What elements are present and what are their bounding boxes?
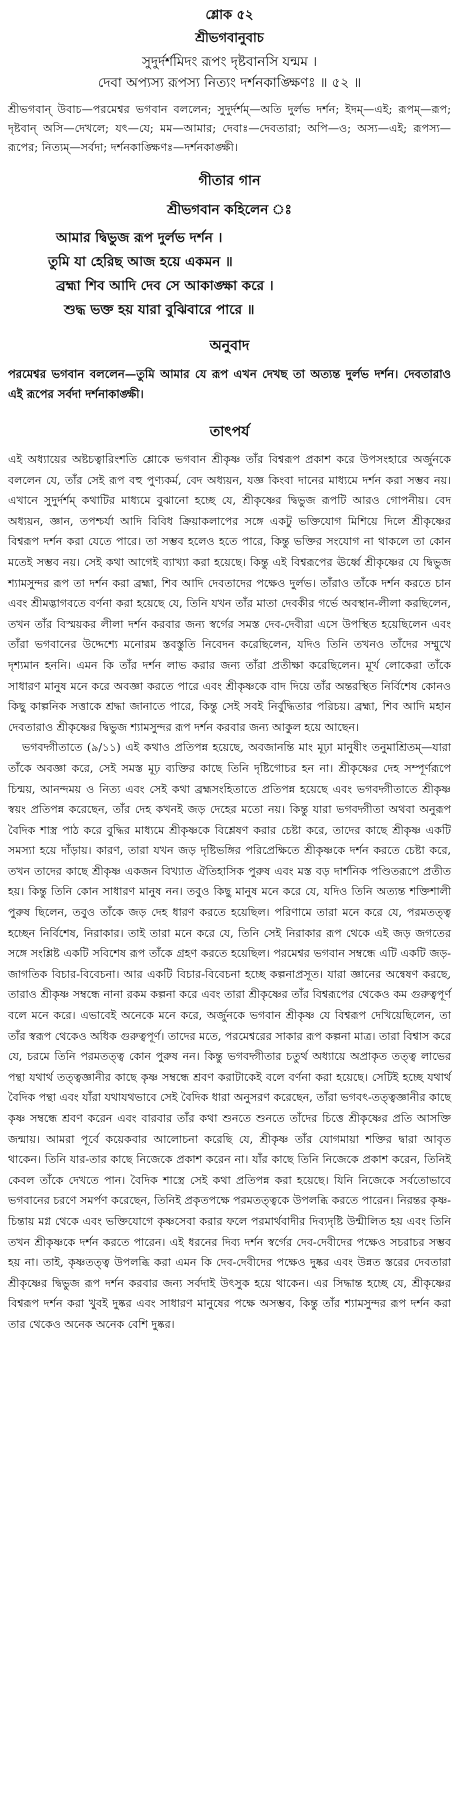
purport-body [8, 450, 451, 1336]
word-synonyms: শ্রীভগবান্ উবাচ—পরমেশ্বর ভগবান বললেন; সুদুর্দর্শম্—অতি দুর্লভ দর্শন; ইদম্—এই; রূপম্—রূপ; দৃষ্টবান্ অসি—দেখলে; যৎ—যে; মম—আমার; দেবাঃ—দেবতারা; অপি—ও; অস্য—এই; রূপস্য—রূপের; নিত্যম্—সর্বদা; দর্শনকাঙ্ক্ষিণঃ—দর্শনকাঙ্ক্ষী। [8, 103, 451, 154]
purport-paragraph: এই অধ্যায়ের অষ্টচত্বারিংশতি শ্লোকে ভগবান শ্রীকৃষ্ণ তাঁর বিশ্বরূপ প্রকাশ করে উপসংহারে অর্জুনকে বললেন যে, তাঁর সেই রূপ বহু পুণ্যকর্ম, বেদ অধ্যয়ন, যজ্ঞ কিংবা দানের মাধ্যমে দর্শন করা সম্ভব নয়। এখানে সুদুর্দর্শম্ কথাটির মাধ্যমে বুঝানো হচ্ছে যে, শ্রীকৃষ্ণের দ্বিভুজ রূপটি আরও গোপনীয়। বেদ অধ্যয়ন, জ্ঞান, তপশ্চর্যা আদি বিবিধ ক্রিয়াকলাপের সঙ্গে একটু ভক্তিযোগ মিশিয়ে দিলে শ্রীকৃষ্ণের বিশ্বরূপ দর্শন করা যেতে পারে। তা সম্ভব হলেও হতে পারে, কিন্তু ভক্তির সংযোগ না থাকলে তা কোন মতেই সম্ভব নয়। সেই কথা আগেই ব্যাখ্যা করা হয়েছে। কিন্তু এই বিশ্বরূপের ঊর্ধ্বে শ্রীকৃষ্ণের যে দ্বিভুজ শ্যামসুন্দর রূপ তা দর্শন করা ব্রহ্মা, শিব আদি দেবতাদের পক্ষেও দুর্লভ। তাঁরাও তাঁকে দর্শন করতে চান এবং শ্রীমদ্ভাগবতে বর্ণনা করা হয়েছে যে, তিনি যখন তাঁর মাতা দেবকীর গর্ভে অবস্থান-লীলা করছিলেন, তখন তাঁর বিস্ময়কর লীলা দর্শন করবার জন্য স্বর্গের সমস্ত দেব-দেবীরা এসে উপস্থিত হয়েছিলেন এবং তাঁরা ভগবানের উদ্দেশ্যে মনোরম স্তবস্তুতি নিবেদন করেছিলেন, যদিও তিনি তখনও তাঁদের সম্মুখে দৃশ্যমান হননি। এমন কি তাঁর দর্শন লাভ করার জন্য তাঁরা প্রতীক্ষা করেছিলেন। মূর্খ লোকেরা তাঁকে সাধারণ মানুষ মনে করে অবজ্ঞা করতে পারে এবং শ্রীকৃষ্ণকে বাদ দিয়ে তাঁর অন্তরস্থিত নির্বিশেষ কোনও কিছু কাল্পনিক সত্তাকে শ্রদ্ধা জানাতে পারে, কিন্তু সেই সবই নির্বুদ্ধিতার পরিচয়। ব্রহ্মা, শিব আদি মহান দেবতারাও শ্রীকৃষ্ণের দ্বিভুজ শ্যামসুন্দর রূপ দর্শন করবার জন্য আকুল হয়ে আছেন। [8, 453, 451, 734]
verse-line: দেবা অপ্যস্য রূপস্য নিত্যং দর্শনকাঙ্ক্ষিণঃ ॥ ৫২ ॥ [97, 75, 362, 91]
verse-speaker: শ্রীভগবানুবাচ [195, 31, 264, 46]
verse-line: সুদুর্দর্শমিদং রূপং দৃষ্টবানসি যন্মম । [141, 54, 318, 70]
purport-heading: তাৎপর্য [209, 424, 250, 440]
shloka-number: শ্লোক ৫২ [205, 8, 254, 23]
song-line: আমার দ্বিভুজ রূপ দুর্লভ দর্শন । [56, 230, 223, 246]
translation-heading: অনুবাদ [209, 338, 250, 354]
song-speaker: শ্রীভগবান কহিলেন ঃ [167, 202, 292, 218]
translation-text: পরমেশ্বর ভগবান বললেন—তুমি আমার যে রূপ এখন দেখছ তা অত্যন্ত দুর্লভ দর্শন। দেবতারাও এই রূপের সর্বদা দর্শনাকাঙ্ক্ষী। [8, 367, 451, 401]
song-verse [8, 226, 451, 322]
song-line: শুদ্ধ ভক্ত হয় যারা বুঝিবারে পারে ॥ [64, 302, 255, 318]
song-line: তুমি যা হেরিছ আজ হয়ে একমন ॥ [48, 254, 233, 270]
song-heading: গীতার গান [198, 173, 261, 189]
sanskrit-verse [8, 52, 451, 94]
song-line: ব্রহ্মা শিব আদি দেব সে আকাঙ্ক্ষা করে । [56, 278, 274, 294]
purport-paragraph: ভগবদ্গীতাতে (৯/১১) এই কথাও প্রতিপন্ন হয়েছে, অবজানন্তি মাং মূঢ়া মানুষীং তনুমাশ্রিতম্—যারা তাঁকে অবজ্ঞা করে, সেই সমস্ত মূঢ় ব্যক্তির কাছে তিনি দৃষ্টিগোচর হন না। শ্রীকৃষ্ণের দেহ সম্পূর্ণরূপে চিন্ময়, আনন্দময় ও নিত্য এবং সেই কথা ব্রহ্মসংহিতাতে প্রতিপন্ন হয়েছে এবং ভগবদ্গীতাতে শ্রীকৃষ্ণ স্বয়ং প্রতিপন্ন করেছেন, তাঁর দেহ কখনই জড় দেহের মতো নয়। কিন্তু যারা ভগবদ্গীতা অথবা অনুরূপ বৈদিক শাস্ত্র পাঠ করে বুদ্ধির মাধ্যমে শ্রীকৃষ্ণকে বিশ্লেষণ করার চেষ্টা করে, তাদের কাছে শ্রীকৃষ্ণ একটি সমস্যা হয়ে দাঁড়ায়। কারণ, তারা যখন জড় দৃষ্টিভঙ্গির পরিপ্রেক্ষিতে শ্রীকৃষ্ণকে দর্শন করতে চেষ্টা করে, তখন তাদের কাছে শ্রীকৃষ্ণ একজন বিখ্যাত ঐতিহাসিক পুরুষ এবং মস্ত বড় দার্শনিক পণ্ডিতরূপে প্রতীত হয়। কিন্তু তিনি কোন সাধারণ মানুষ নন। তবুও কিছু মানুষ মনে করে যে, যদিও তিনি অত্যন্ত শক্তিশালী পুরুষ ছিলেন, তবুও তাঁকে জড় দেহ ধারণ করতে হয়েছিল। পরিণামে তারা মনে করে যে, পরমতত্ত্ব হচ্ছেন নির্বিশেষ, নিরাকার। তাই তারা মনে করে যে, তিনি সেই নিরাকার রূপ থেকে এই জড় জগতের সঙ্গে সংশ্লিষ্ট একটি সবিশেষ রূপ তাঁকে গ্রহণ করতে হয়েছিল। পরমেশ্বর ভগবান সম্বন্ধে এটি একটি জড়-জাগতিক বিচার-বিবেচনা। আর একটি বিচার-বিবেচনা হচ্ছে কল্পনাপ্রসূত। যারা জ্ঞানের অন্বেষণ করছে, তারাও শ্রীকৃষ্ণ সম্বন্ধে নানা রকম কল্পনা করে এবং তারা শ্রীকৃষ্ণের তাঁর বিশ্বরূপের থেকেও কম গুরুত্বপূর্ণ বলে মনে করে। এভাবেই অনেকে মনে করে, অর্জুনকে ভগবান শ্রীকৃষ্ণ যে বিশ্বরূপ দেখিয়েছিলেন, তা তাঁর স্বরূপ থেকেও অধিক গুরুত্বপূর্ণ। তাদের মতে, পরমেশ্বরের সাকার রূপ কল্পনা মাত্র। তারা বিশ্বাস করে যে, চরমে তিনি পরমতত্ত্ব কোন পুরুষ নন। কিন্তু ভগবদ্গীতার চতুর্থ অধ্যায়ে অপ্রাকৃত তত্ত্ব লাভের পন্থা যথার্থ তত্ত্বজ্ঞানীর কাছে কৃষ্ণ সম্বন্ধে শ্রবণ করাটাকেই বলে বর্ণনা করা হয়েছে। সেটিই হচ্ছে যথার্থ বৈদিক পন্থা এবং যাঁরা যথাযথভাবে সেই বৈদিক ধারা অনুসরণ করেছেন, তাঁরা ভগবৎ-তত্ত্বজ্ঞানীর কাছে কৃষ্ণ সম্বন্ধে শ্রবণ করেন এবং বারবার তাঁর কথা শুনতে শুনতে তাঁদের চিত্তে শ্রীকৃষ্ণের প্রতি আসক্তি জন্মায়। আমরা পূর্বে কয়েকবার আলোচনা করেছি যে, শ্রীকৃষ্ণ তাঁর যোগমায়া শক্তির দ্বারা আবৃত থাকেন। তিনি যার-তার কাছে নিজেকে প্রকাশ করেন না। যাঁর কাছে তিনি নিজেকে প্রকাশ করেন, তিনিই কেবল তাঁকে দেখতে পান। বৈদিক শাস্ত্রে সেই কথা প্রতিপন্ন করা হয়েছে। যিনি নিজেকে সর্বতোভাবে ভগবানের চরণে সমর্পণ করেছেন, তিনিই প্রকৃতপক্ষে পরমতত্ত্বকে উপলব্ধি করতে পারেন। নিরন্তর কৃষ্ণ-চিন্তায় মগ্ন থেকে এবং ভক্তিযোগে কৃষ্ণসেবা করার ফলে পরমার্থবাদীর দিব্যদৃষ্টি উন্মীলিত হয় এবং তিনি তখন শ্রীকৃষ্ণকে দর্শন করতে পারেন। এই ধরনের দিব্য দর্শন স্বর্গের দেব-দেবীদের পক্ষেও সচরাচর সম্ভব হয় না। তাই, কৃষ্ণতত্ত্ব উপলব্ধি করা এমন কি দেব-দেবীদের পক্ষেও দুষ্কর এবং উন্নত স্তরের দেবতারা শ্রীকৃষ্ণের দ্বিভুজ রূপ দর্শন করবার জন্য সর্বদাই উৎসুক হয়ে থাকেন। এর সিদ্ধান্ত হচ্ছে যে, শ্রীকৃষ্ণের বিশ্বরূপ দর্শন করা খুবই দুষ্কর এবং সাধারণ মানুষের পক্ষে অসম্ভব, কিন্তু তাঁর শ্যামসুন্দর রূপ দর্শন করা তার থেকেও অনেক অনেক বেশি দুষ্কর। [8, 741, 451, 1331]
